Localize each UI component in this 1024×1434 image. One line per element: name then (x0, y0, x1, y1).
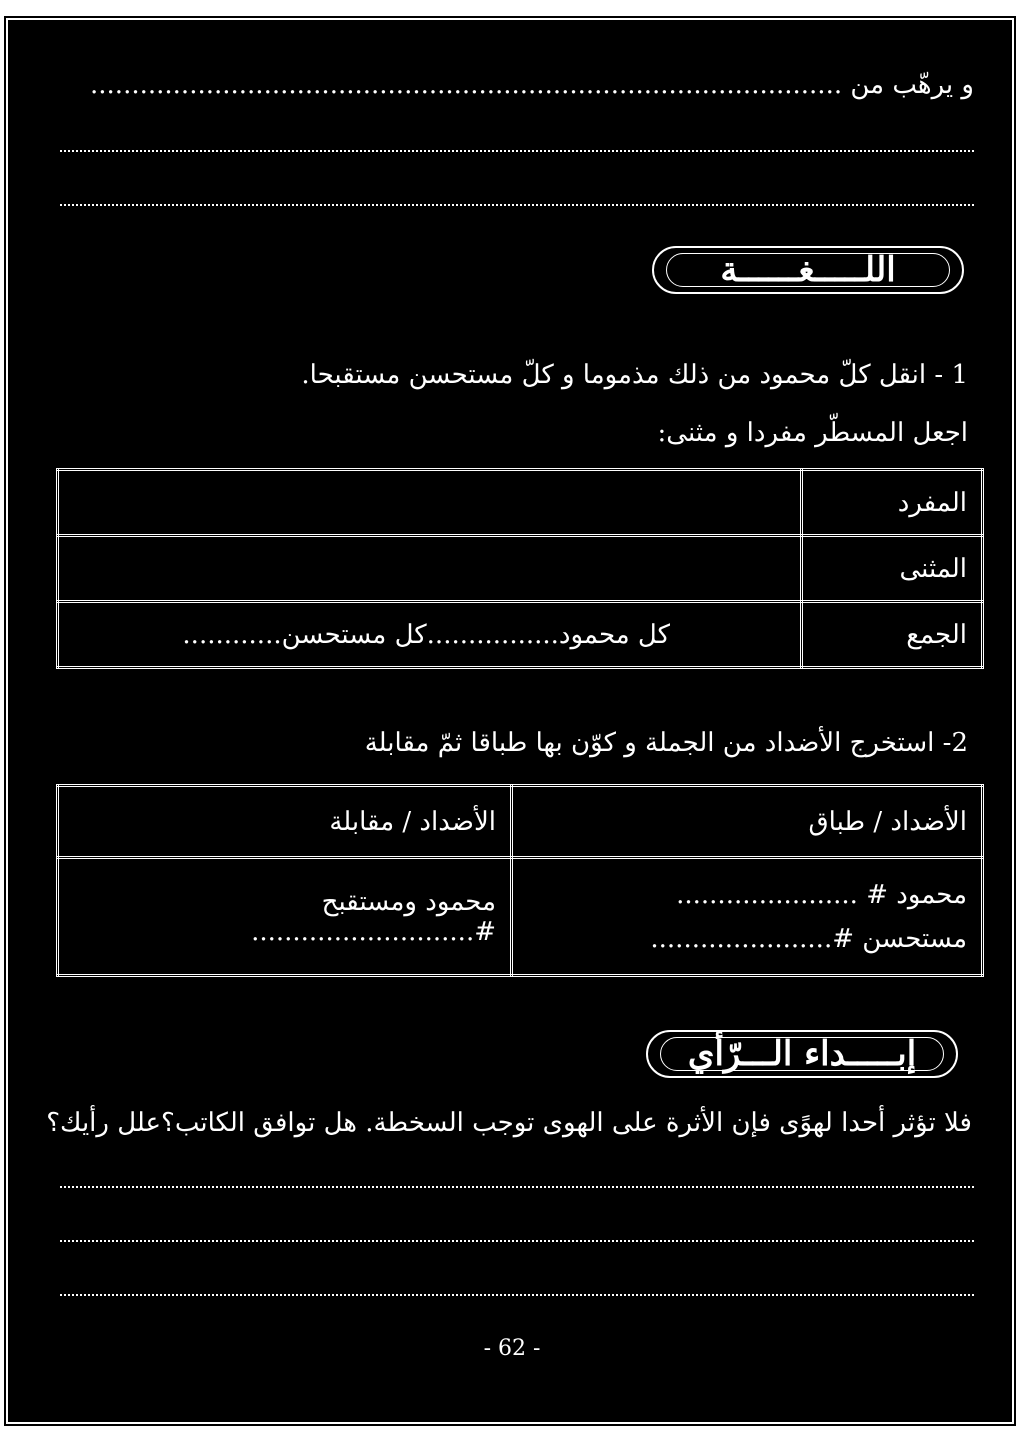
row-label: المثنى (802, 536, 983, 602)
row-label: الجمع (802, 602, 983, 668)
instruction-1b: اجعل المسطّر مفردا و مثنى: (657, 418, 968, 448)
section-title-lugha-text: اللـــــغــــــة (720, 250, 896, 290)
page-frame (6, 18, 1014, 1424)
table-row (58, 786, 983, 858)
intro-line: و يرهّب من ........................................................................................... (90, 70, 974, 100)
table-antonyms (56, 784, 984, 977)
instruction-2: 2- استخرج الأضداد من الجملة و كوّن بها طباقا ثمّ مقابلة (364, 728, 968, 758)
table-row (58, 602, 983, 668)
header-cell: الأضداد / طباق (512, 786, 983, 858)
pill-border (660, 1037, 944, 1071)
row-value: كل محمود................كل مستحسن............ (58, 602, 802, 668)
page-number: - 62 - (483, 1336, 541, 1361)
opinion-question: فلا تؤثر أحدا لهوًى فإن الأثرة على الهوى توجب السخطة. هل توافق الكاتب؟علل رأيك؟ (46, 1108, 972, 1138)
antonym-line: محمود # ...................... (676, 879, 967, 910)
section-title-lugha (652, 246, 964, 294)
table-number-forms (56, 468, 984, 669)
answer-line (60, 1294, 974, 1296)
row-value (58, 470, 802, 536)
answer-line (60, 150, 974, 152)
antonym-line: مستحسن #...................... (650, 923, 967, 954)
pill-border (666, 253, 950, 287)
answer-line (60, 1240, 974, 1242)
instruction-1: 1 - انقل كلّ محمود من ذلك مذموما و كلّ مستحسن مستقبحا. (301, 360, 968, 390)
row-value (58, 536, 802, 602)
table-row (58, 858, 983, 976)
table-row (58, 536, 983, 602)
row-label: المفرد (802, 470, 983, 536)
section-title-rai-text: إبـــــداء الـــرّأي (687, 1034, 917, 1074)
antonym-muqabala-cell: محمود ومستقبح #........................... (58, 858, 512, 976)
answer-line (60, 204, 974, 206)
answer-line (60, 1186, 974, 1188)
table-row (58, 470, 983, 536)
section-title-rai (646, 1030, 958, 1078)
header-cell: الأضداد / مقابلة (58, 786, 512, 858)
antonym-tibaq-cell (512, 858, 983, 976)
